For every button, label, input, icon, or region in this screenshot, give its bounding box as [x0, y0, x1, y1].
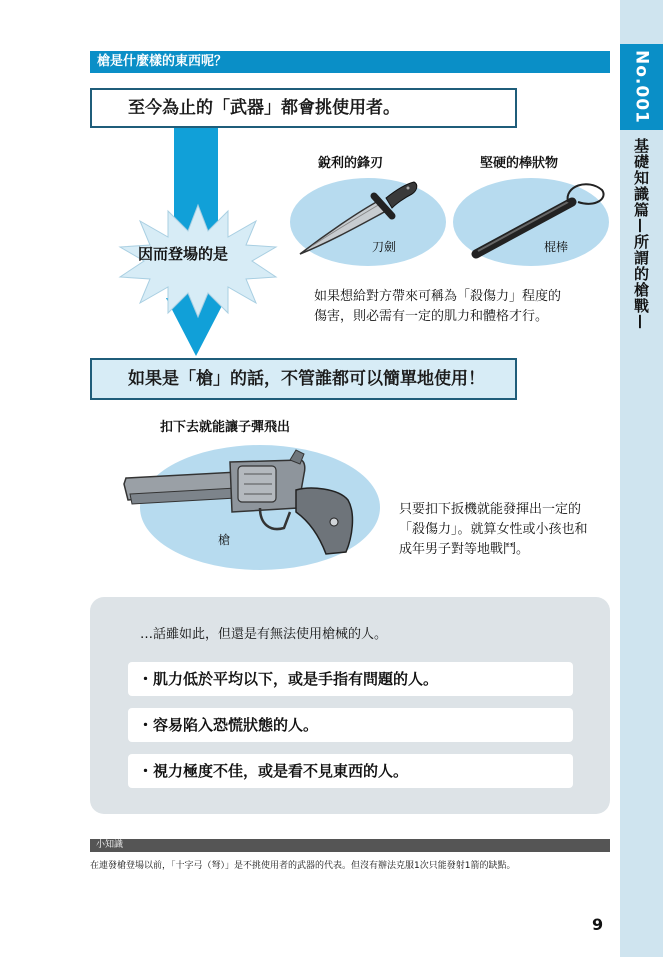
exception-item: ・視力極度不佳，或是看不見東西的人。 [128, 754, 573, 788]
statement-box-weapons: 至今為止的「武器」都會挑使用者。 [90, 88, 517, 128]
chapter-label: 基礎知識篇—所謂的槍戰— [632, 138, 650, 330]
weapon-description-line-1: 如果想給對方帶來可稱為「殺傷力」程度的 [314, 289, 562, 304]
exception-item: ・肌力低於平均以下，或是手指有問題的人。 [128, 662, 573, 696]
trivia-heading: 小知識 [96, 840, 124, 850]
weapon-description-line-2: 傷害，則必需有一定的肌力和體格才行。 [314, 309, 549, 324]
gun-description [399, 500, 614, 560]
exception-item: ・容易陷入恐慌狀態的人。 [128, 708, 573, 742]
gun-caption: 槍 [218, 533, 231, 547]
gun-description-line-1: 只要扣下扳機就能發揮出一定的 [399, 502, 582, 517]
page-number: 9 [592, 915, 604, 934]
blade-caption: 刀劍 [372, 240, 397, 254]
panel-intro: …話雖如此，但還是有無法使用槍械的人。 [140, 627, 388, 642]
weapon-description [314, 287, 604, 327]
trivia-text: 在連發槍登場以前，「十字弓（弩）」是不挑使用者的武器的代表。但沒有辦法克服1次只能發射1箭的缺點。 [90, 861, 516, 871]
revolver-icon [120, 448, 360, 558]
sharp-blade-title: 銳利的鋒刃 [318, 156, 384, 171]
hard-stick-title: 堅硬的棒狀物 [480, 156, 559, 171]
statement-box-gun: 如果是「槍」的話，不管誰都可以簡單地使用！ [90, 358, 517, 400]
section-header: 槍是什麼樣的東西呢？ [90, 51, 610, 73]
knife-icon [296, 176, 421, 258]
trivia-bar [90, 839, 610, 852]
chapter-number: No.001 [631, 50, 652, 124]
gun-title: 扣下去就能讓子彈飛出 [160, 420, 291, 435]
burst-text: 因而登場的是 [138, 245, 229, 263]
stick-caption: 棍棒 [544, 240, 569, 254]
baton-icon [464, 180, 609, 260]
gun-description-line-3: 成年男子對等地戰鬥。 [399, 542, 530, 557]
gun-description-line-2: 「殺傷力」。就算女性或小孩也和 [399, 522, 588, 537]
chapter-number-tab [620, 44, 663, 130]
